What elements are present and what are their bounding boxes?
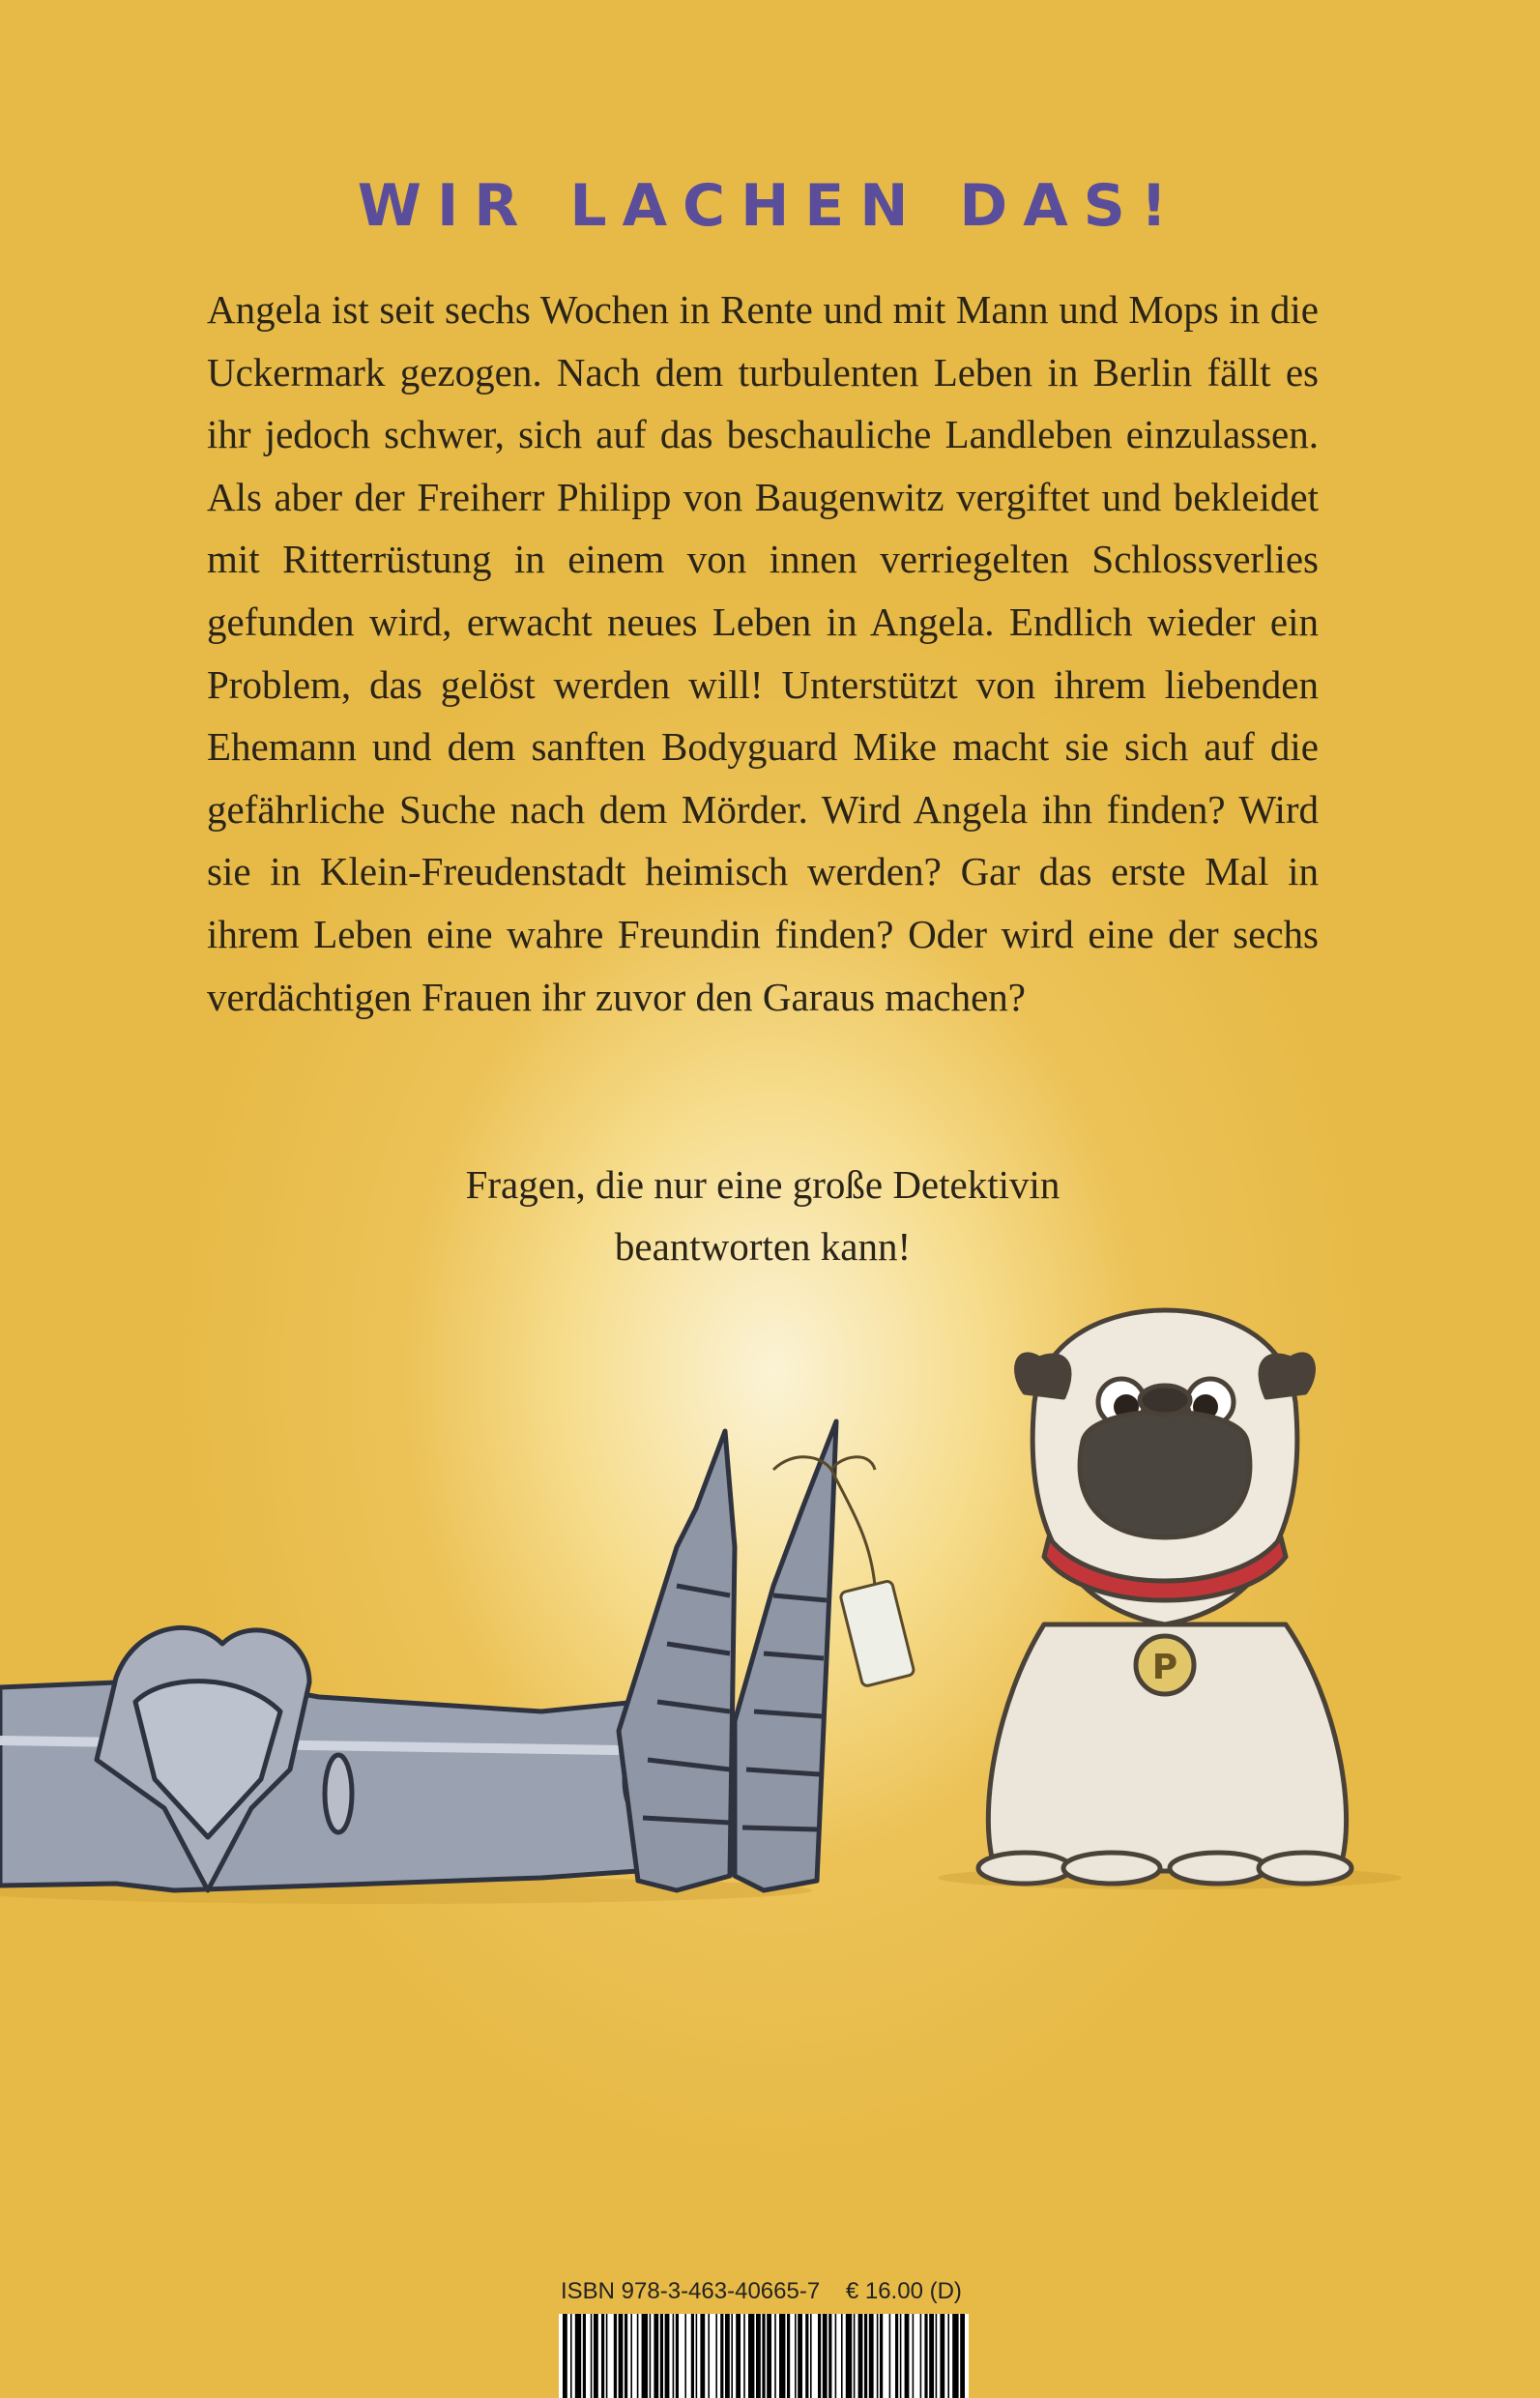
barcode-bar bbox=[869, 2314, 874, 2398]
barcode-bar bbox=[864, 2314, 867, 2398]
barcode-bar bbox=[563, 2314, 567, 2398]
barcode-bar bbox=[650, 2314, 652, 2398]
barcode-bar bbox=[841, 2314, 843, 2398]
pug-tag-letter: P bbox=[1151, 1648, 1178, 1687]
barcode-bar bbox=[960, 2314, 965, 2398]
barcode-bar bbox=[660, 2314, 663, 2398]
barcode bbox=[559, 2314, 969, 2398]
barcode-bar bbox=[575, 2314, 581, 2398]
barcode-bar bbox=[889, 2314, 891, 2398]
barcode-bar bbox=[594, 2314, 598, 2398]
barcode-bar bbox=[591, 2314, 593, 2398]
headline: WIR LACHEN DAS! bbox=[357, 172, 1183, 240]
barcode-bar bbox=[708, 2314, 710, 2398]
barcode-bar bbox=[913, 2314, 915, 2398]
barcode-bar bbox=[924, 2314, 927, 2398]
barcode-bar bbox=[630, 2314, 632, 2398]
barcode-bar bbox=[774, 2314, 776, 2398]
barcode-bar bbox=[795, 2314, 797, 2398]
cover-illustration bbox=[0, 1296, 1540, 1934]
barcode-bar bbox=[858, 2314, 863, 2398]
barcode-bar bbox=[756, 2314, 761, 2398]
barcode-bar bbox=[767, 2314, 771, 2398]
barcode-bar bbox=[880, 2314, 883, 2398]
barcode-bar bbox=[779, 2314, 785, 2398]
barcode-bar bbox=[637, 2314, 639, 2398]
barcode-bar bbox=[877, 2314, 879, 2398]
barcode-bar bbox=[601, 2314, 604, 2398]
barcode-bar bbox=[929, 2314, 934, 2398]
barcode-bar bbox=[642, 2314, 648, 2398]
barcode-bar bbox=[900, 2314, 902, 2398]
barcode-bar bbox=[798, 2314, 802, 2398]
barcode-bar bbox=[952, 2314, 958, 2398]
barcode-bar bbox=[736, 2314, 741, 2398]
barcode-bar bbox=[570, 2314, 572, 2398]
barcode-bar bbox=[823, 2314, 828, 2398]
barcode-bar bbox=[810, 2314, 812, 2398]
barcode-bar bbox=[895, 2314, 898, 2398]
barcode-bar bbox=[940, 2314, 944, 2398]
barcode-bar bbox=[715, 2314, 717, 2398]
barcode-bar bbox=[673, 2314, 675, 2398]
barcode-bar bbox=[787, 2314, 790, 2398]
barcode-bar bbox=[846, 2314, 852, 2398]
barcode-bar bbox=[835, 2314, 837, 2398]
barcode-bar bbox=[700, 2314, 705, 2398]
closing-line-1: Fragen, die nur eine große Detektivin bbox=[465, 1162, 1061, 1207]
barcode-bar bbox=[936, 2314, 938, 2398]
barcode-bar bbox=[731, 2314, 733, 2398]
barcode-bar bbox=[676, 2314, 679, 2398]
barcode-bar bbox=[696, 2314, 698, 2398]
barcode-bar bbox=[828, 2314, 831, 2398]
barcode-bar bbox=[654, 2314, 658, 2398]
barcode-bar bbox=[691, 2314, 694, 2398]
price: € 16.00 (D) bbox=[845, 2278, 962, 2304]
barcode-bar bbox=[748, 2314, 754, 2398]
barcode-bar bbox=[762, 2314, 765, 2398]
barcode-bar bbox=[614, 2314, 617, 2398]
barcode-bar bbox=[920, 2314, 922, 2398]
isbn-price-line bbox=[561, 2278, 962, 2305]
pug-illustration bbox=[978, 1310, 1351, 1884]
barcode-bar bbox=[905, 2314, 910, 2398]
knight-armor-legs-illustration bbox=[0, 1421, 836, 1890]
isbn-number: ISBN 978-3-463-40665-7 bbox=[561, 2278, 821, 2304]
barcode-bar bbox=[743, 2314, 745, 2398]
barcode-bar bbox=[720, 2314, 723, 2398]
barcode-bar bbox=[805, 2314, 808, 2398]
barcode-bar bbox=[854, 2314, 856, 2398]
barcode-bar bbox=[606, 2314, 608, 2398]
barcode-bar bbox=[818, 2314, 821, 2398]
barcode-bar bbox=[725, 2314, 730, 2398]
closing-text bbox=[207, 1154, 1319, 1277]
barcode-bar bbox=[947, 2314, 949, 2398]
barcode-bar bbox=[583, 2314, 586, 2398]
closing-line-2: beantworten kann! bbox=[614, 1224, 912, 1269]
barcode-bar bbox=[665, 2314, 670, 2398]
barcode-bar bbox=[625, 2314, 627, 2398]
blurb-text: Angela ist seit sechs Wochen in Rente und mit Mann und Mops in die Uckermark gezogen. Nach dem turbulenten Leben in Berlin fällt es ihr jedoch schwer, sich auf das beschauliche Landleben einzulassen. Als aber der Freiherr Philipp von Baugenwitz vergiftet und bekleidet mit Ritterrüstung in einem von innen verriegelten Schlossverlies gefunden wird, erwacht neues Leben in Angela. Endlich wieder ein Problem, das gelöst werden will! Unterstützt von ihrem liebenden Ehemann und dem sanften Bodyguard Mike macht sie sich auf die gefährliche Suche nach dem Mörder. Wird Angela ihn finden? Wird sie in Klein-Freudenstadt heimisch werden? Gar das erste Mal in ihrem Leben eine wahre Freundin finden? Oder wird eine der sechs verdächtigen Frauen ihr zuvor den Garaus machen? bbox=[207, 287, 1319, 1019]
barcode-bar bbox=[684, 2314, 686, 2398]
barcode-bar bbox=[619, 2314, 624, 2398]
